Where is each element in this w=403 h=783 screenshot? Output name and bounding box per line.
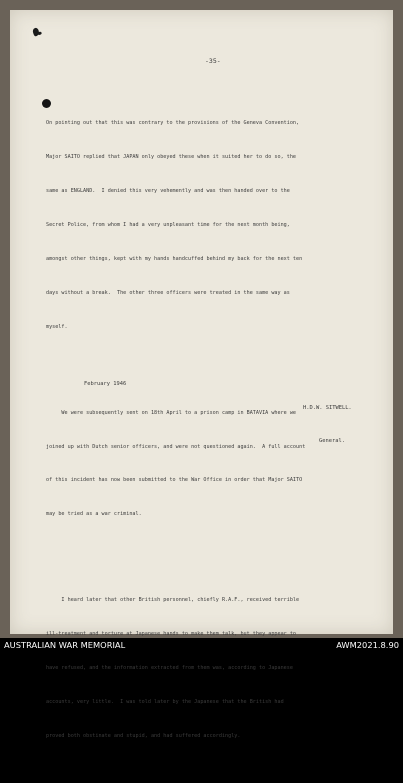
signer-name: H.D.W. SITWELL.	[303, 405, 352, 411]
institution-name: AUSTRALIAN WAR MEMORIAL	[4, 640, 126, 650]
text-line: of this incident has now been submitted to the War Office in order that Major SAITO	[46, 477, 303, 484]
text-line: same as ENGLAND. I denied this very vehemently and was then handed over to the	[46, 187, 290, 194]
archive-footer	[0, 638, 403, 653]
text-line: ill-treatment and torture at Japanese hands to make them talk, but they appear to	[46, 631, 297, 638]
text-line: myself.	[46, 323, 68, 330]
text-line: accounts, very little. I was told later by the Japanese that the British had	[46, 699, 284, 706]
ink-blot-mark	[32, 27, 40, 37]
text-line: have refused, and the information extracted from them was, according to Japanese	[46, 665, 293, 672]
page-number: -35-	[205, 57, 221, 65]
text-line: On pointing out that this was contrary to the provisions of the Geneva Convention,	[46, 120, 300, 127]
text-line: amongst other things, kept with my hands handcuffed behind my back for the next ten	[46, 255, 303, 262]
text-line: We were subsequently sent on 18th April to a prison camp in BATAVIA where we	[46, 409, 297, 416]
paragraph-1	[46, 96, 376, 356]
document-date: February 1946	[84, 381, 127, 387]
text-line: joined up with Dutch senior officers, and were not questioned again. A full account	[46, 443, 306, 450]
signer-rank: General.	[319, 438, 345, 444]
text-line: days without a break. The other three officers were treated in the same way as	[46, 289, 290, 296]
text-line: Major SAITO replied that JAPAN only obeyed these when it suited her to do so, the	[46, 154, 297, 161]
accession-number: AWM2021.8.90	[336, 640, 399, 650]
text-line: Secret Police, from whom I had a very unpleasant time for the next month being,	[46, 221, 290, 228]
text-line: may be tried as a war criminal.	[46, 511, 142, 518]
text-line: I heard later that other British personnel, chiefly R.A.F., received terrible	[46, 597, 300, 604]
paragraph-3	[46, 573, 376, 765]
text-line: proved both obstinate and stupid, and had suffered accordingly.	[46, 732, 241, 739]
signature-block	[303, 381, 352, 458]
